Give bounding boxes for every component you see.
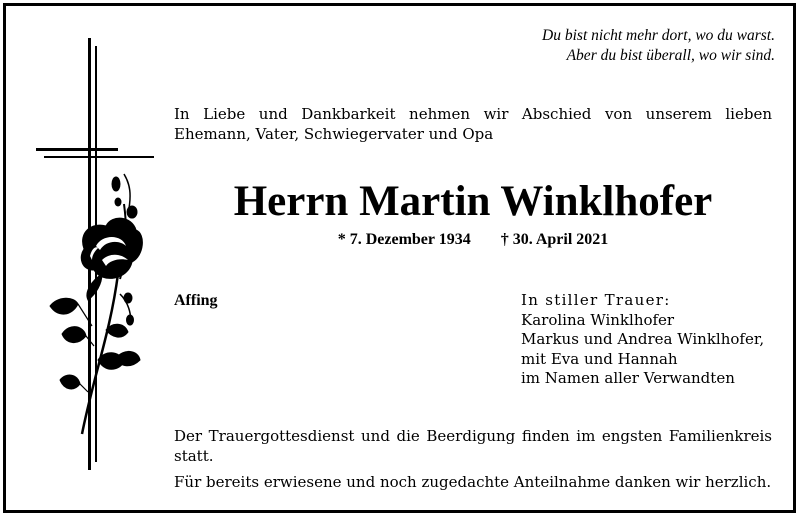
mourner-line: Karolina Winklhofer	[521, 310, 675, 329]
quote-line-1: Du bist nicht mehr dort, wo du warst.	[542, 27, 775, 44]
birth-date: * 7. Dezember 1934	[337, 231, 471, 248]
service-note: Der Trauergottesdienst und die Beerdigung finden im engsten Familienkreis statt.	[174, 427, 772, 465]
quote-line-2: Aber du bist überall, wo wir sind.	[566, 47, 775, 64]
mourners-block	[521, 291, 764, 389]
life-dates	[174, 230, 772, 250]
death-date: † 30. April 2021	[500, 231, 609, 248]
obituary-card	[3, 3, 796, 513]
mourner-line: Markus und Andrea Winklhofer,	[521, 330, 765, 348]
mourners-heading: In stiller Trauer:	[521, 291, 671, 309]
quote	[475, 26, 775, 66]
thanks-note: Für bereits erwiesene und noch zugedachte Anteilnahme danken wir herzlich.	[174, 473, 772, 491]
deceased-name: Herrn Martin Winklhofer	[233, 178, 713, 225]
mourner-line: im Namen aller Verwandten	[521, 369, 735, 387]
cross-icon	[32, 34, 162, 504]
mourner-line: mit Eva und Hannah	[521, 349, 678, 368]
place-name: Affing	[174, 292, 218, 309]
intro-text: In Liebe und Dankbarkeit nehmen wir Abschied von unserem lieben Ehemann, Vater, Schwiegervater und Opa	[174, 105, 772, 143]
